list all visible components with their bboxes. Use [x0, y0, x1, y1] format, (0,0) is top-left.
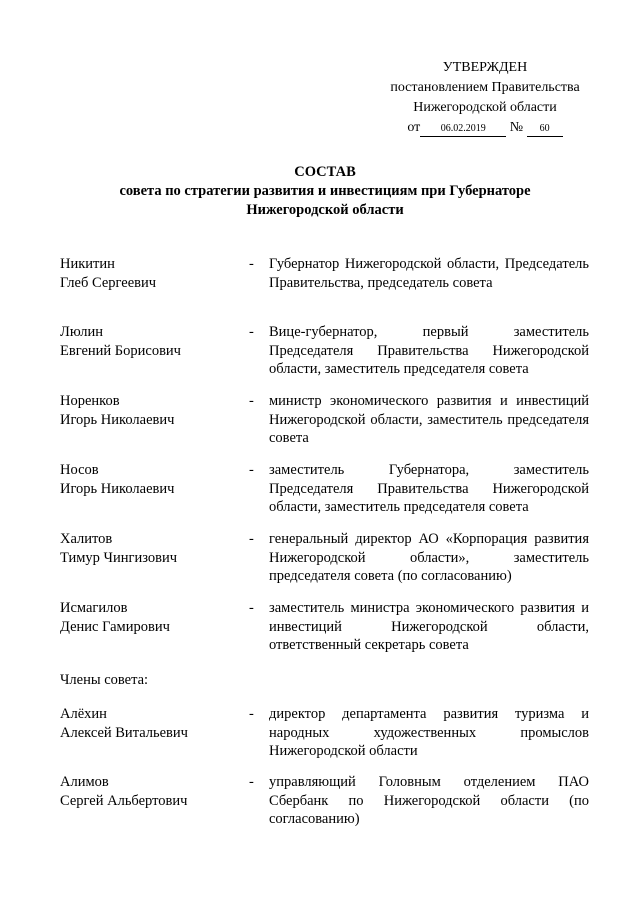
- document-title: СОСТАВ: [294, 164, 356, 180]
- member-dash: -: [249, 324, 254, 340]
- approval-block: [370, 58, 600, 138]
- member-name: [60, 255, 240, 292]
- member-surname: Исмагилов: [60, 600, 128, 616]
- approval-region-line: Нижегородской области: [413, 100, 557, 115]
- member-given-name: Сергей Альбертович: [60, 792, 188, 809]
- number-label: №: [509, 120, 524, 135]
- member-role: генеральный директор АО «Корпорация развития Нижегородской области», заместитель председателя совета (по согласованию): [269, 531, 589, 585]
- member-role: заместитель Губернатора, заместитель Председателя Правительства Нижегородской области, заместитель председателя совета: [269, 462, 589, 516]
- member-dash: -: [249, 706, 254, 722]
- member-name: [60, 392, 240, 429]
- member-role: управляющий Головным отделением ПАО Сбербанк по Нижегородской области (по согласованию): [269, 774, 589, 828]
- member-dash: -: [249, 462, 254, 478]
- member-given-name: Тимур Чингизович: [60, 549, 177, 566]
- member-dash: -: [249, 256, 254, 272]
- council-members-label: Члены совета:: [60, 672, 149, 688]
- member-dash: -: [249, 774, 254, 790]
- member-given-name: Игорь Николаевич: [60, 411, 175, 428]
- member-role: министр экономического развития и инвестиций Нижегородской области, заместитель председателя совета: [269, 393, 589, 447]
- member-role: директор департамента развития туризма и народных художественных промыслов Нижегородской области: [269, 706, 589, 760]
- member-surname: Халитов: [60, 531, 113, 547]
- member-surname: Люлин: [60, 324, 104, 340]
- document-heading: [60, 163, 590, 220]
- member-name: [60, 461, 240, 498]
- member-surname: Норенков: [60, 393, 120, 409]
- member-role: Вице-губернатор, первый заместитель Председателя Правительства Нижегородской области, заместитель председателя совета: [269, 324, 589, 378]
- member-surname: Никитин: [60, 256, 115, 272]
- approval-decree-line: постановлением Правительства: [390, 80, 580, 95]
- from-label: от: [407, 120, 421, 135]
- member-given-name: Игорь Николаевич: [60, 480, 175, 497]
- member-given-name: Евгений Борисович: [60, 342, 181, 359]
- member-name: [60, 599, 240, 636]
- member-name: [60, 705, 240, 742]
- approval-title: УТВЕРЖДЕН: [442, 60, 528, 75]
- document-subtitle-line-1: совета по стратегии развития и инвестициям при Губернаторе: [119, 183, 531, 199]
- member-surname: Носов: [60, 462, 99, 478]
- member-role: заместитель министра экономического развития и инвестиций Нижегородской области, ответственный секретарь совета: [269, 600, 589, 654]
- member-dash: -: [249, 600, 254, 616]
- member-dash: -: [249, 531, 254, 547]
- member-name: [60, 530, 240, 567]
- member-name: [60, 773, 240, 810]
- member-surname: Алимов: [60, 774, 109, 790]
- member-name: [60, 323, 240, 360]
- member-role: Губернатор Нижегородской области, Председатель Правительства, председатель совета: [269, 256, 589, 291]
- member-given-name: Денис Гамирович: [60, 618, 170, 635]
- member-surname: Алёхин: [60, 706, 107, 722]
- document-subtitle-line-2: Нижегородской области: [246, 202, 404, 218]
- decree-number: 60: [527, 122, 563, 137]
- member-given-name: Глеб Сергеевич: [60, 274, 157, 291]
- member-given-name: Алексей Витальевич: [60, 724, 188, 741]
- approval-date-number-line: [370, 118, 600, 138]
- decree-date: 06.02.2019: [420, 122, 506, 137]
- member-dash: -: [249, 393, 254, 409]
